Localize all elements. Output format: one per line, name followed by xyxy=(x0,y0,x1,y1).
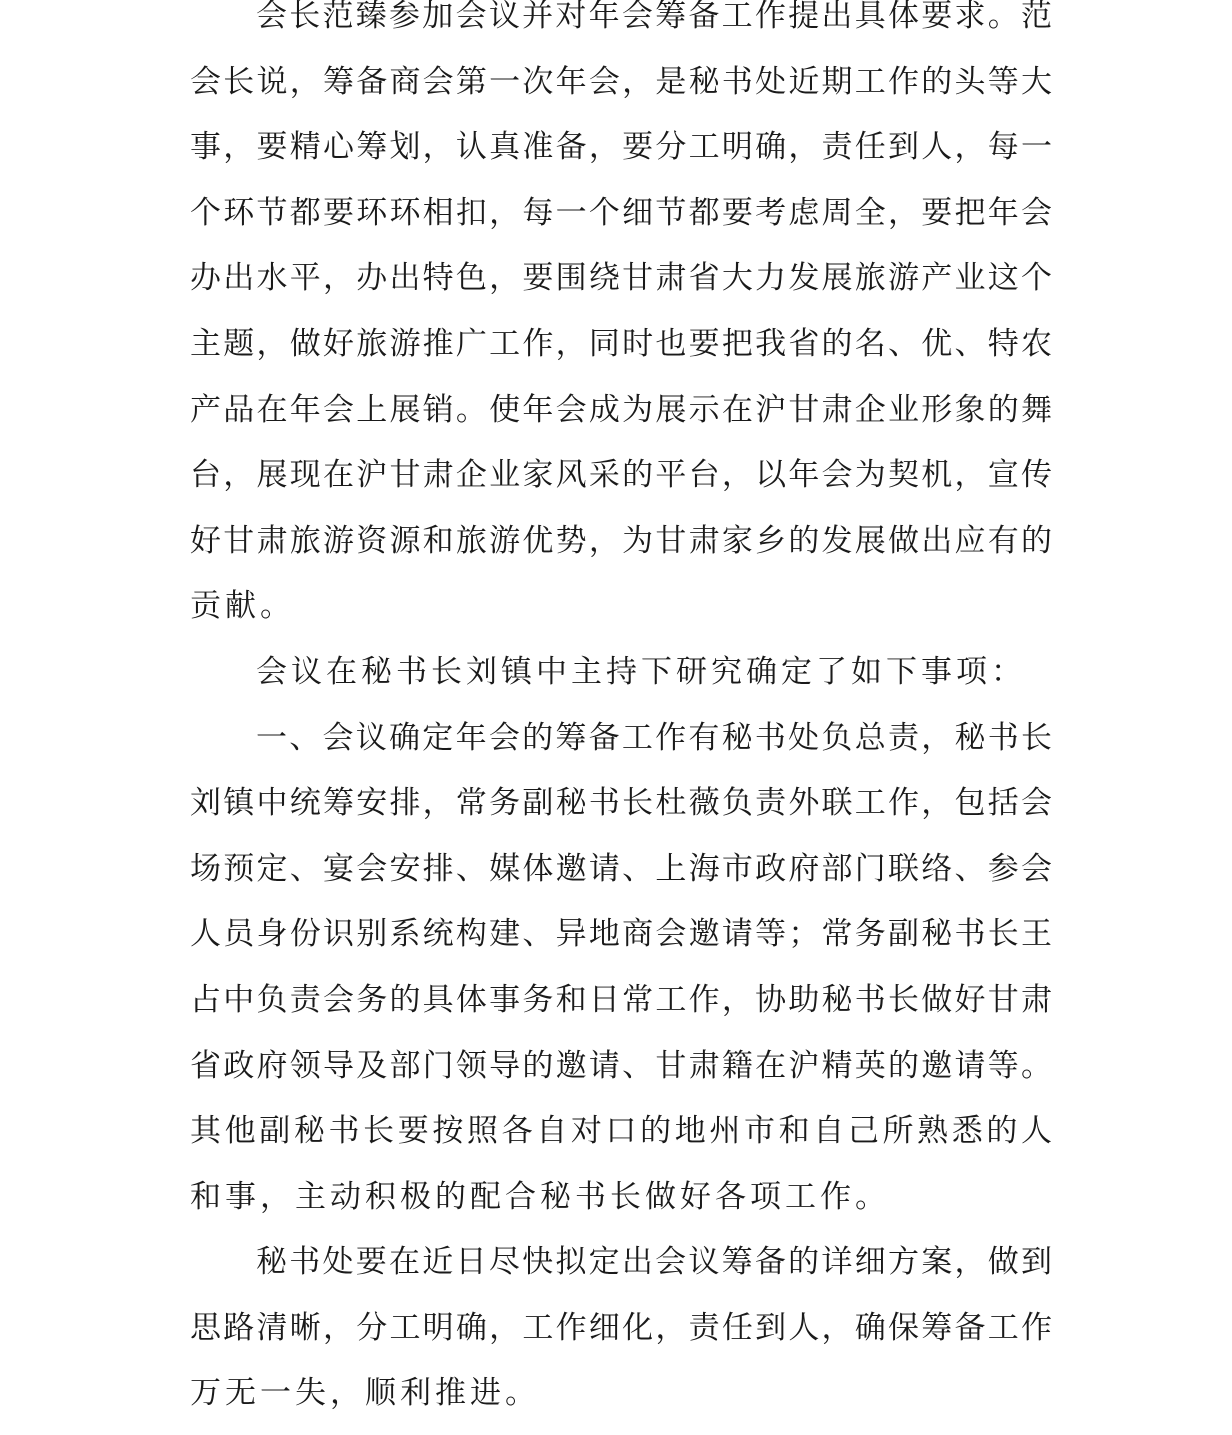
document-page xyxy=(190,0,1052,1435)
paragraph-requirements xyxy=(190,0,1052,648)
text-line: 思路清晰，分工明确，工作细化，责任到人，确保筹备工作 xyxy=(190,1309,1052,1346)
text-line: 占中负责会务的具体事务和日常工作，协助秘书长做好甘肃 xyxy=(190,981,1052,1018)
text-line: 省政府领导及部门领导的邀请、甘肃籍在沪精英的邀请等。 xyxy=(190,1047,1052,1084)
text-line: 主题，做好旅游推广工作，同时也要把我省的名、优、特农 xyxy=(190,325,1052,362)
text-line: 场预定、宴会安排、媒体邀请、上海市政府部门联络、参会 xyxy=(190,850,1052,887)
text-line: 贡献。 xyxy=(190,588,295,625)
text-line: 个环节都要环环相扣，每一个细节都要考虑周全，要把年会 xyxy=(190,194,1052,231)
text-line: 刘镇中统筹安排，常务副秘书长杜薇负责外联工作，包括会 xyxy=(190,785,1052,822)
text-line: 会议在秘书长刘镇中主持下研究确定了如下事项： xyxy=(256,653,1026,690)
text-line: 办出水平，办出特色，要围绕甘肃省大力发展旅游产业这个 xyxy=(190,260,1052,297)
text-line: 和事，主动积极的配合秘书长做好各项工作。 xyxy=(190,1178,890,1215)
text-line: 产品在年会上展销。使年会成为展示在沪甘肃企业形象的舞 xyxy=(190,391,1052,428)
text-line: 事，要精心筹划，认真准备，要分工明确，责任到人，每一 xyxy=(190,129,1052,166)
text-line: 一、会议确定年会的筹备工作有秘书处负总责，秘书长 xyxy=(256,719,1052,756)
text-line: 秘书处要在近日尽快拟定出会议筹备的详细方案，做到 xyxy=(256,1244,1052,1281)
text-line: 人员身份识别系统构建、异地商会邀请等；常务副秘书长王 xyxy=(190,916,1052,953)
text-line: 万无一失，顺利推进。 xyxy=(190,1375,540,1412)
text-line: 台，展现在沪甘肃企业家风采的平台，以年会为契机，宣传 xyxy=(190,457,1052,494)
text-line: 好甘肃旅游资源和旅游优势，为甘肃家乡的发展做出应有的 xyxy=(190,522,1052,559)
paragraph-secretariat-plan xyxy=(190,1238,1052,1435)
paragraph-item-one xyxy=(190,714,1052,1239)
text-line: 会长范臻参加会议并对年会筹备工作提出具体要求。范 xyxy=(256,0,1052,34)
text-line: 其他副秘书长要按照各自对口的地州市和自己所熟悉的人 xyxy=(190,1113,1052,1150)
paragraph-meeting-intro xyxy=(190,648,1052,714)
text-line: 会长说，筹备商会第一次年会，是秘书处近期工作的头等大 xyxy=(190,63,1052,100)
